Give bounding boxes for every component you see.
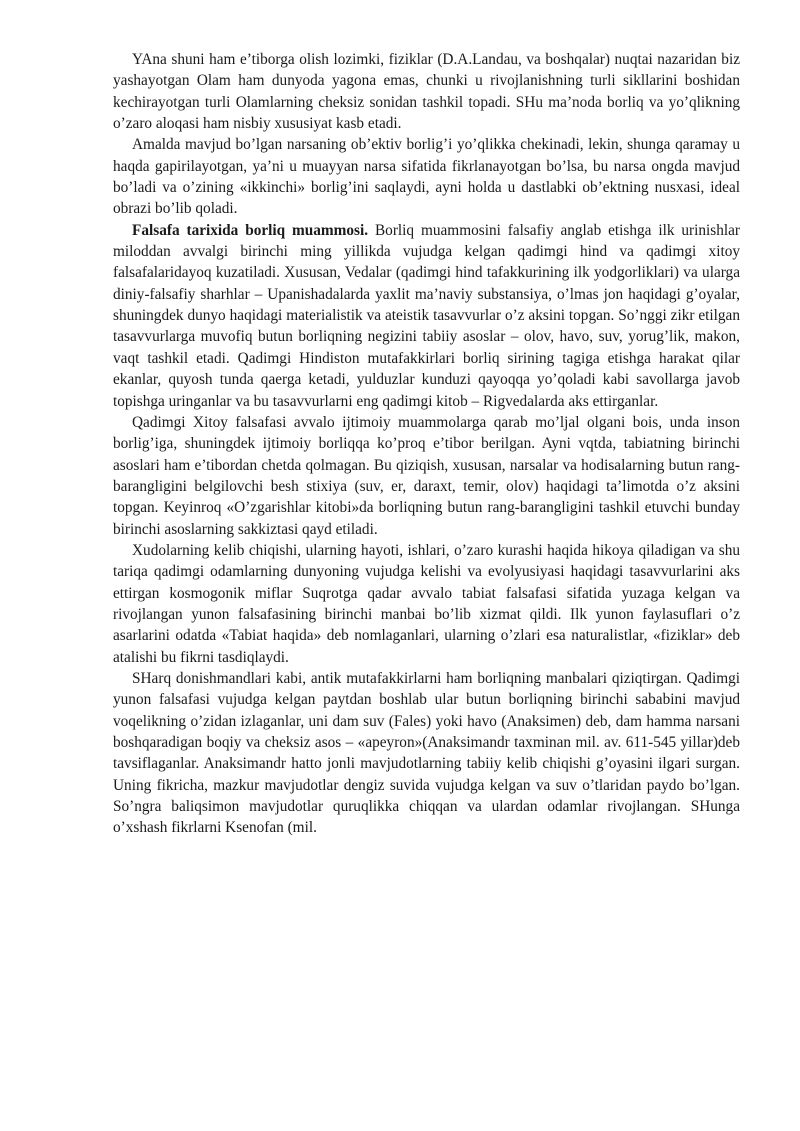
paragraph-5 <box>113 540 740 668</box>
paragraph-1 <box>113 49 740 134</box>
section-heading: Falsafa tarixida borliq muammosi. <box>132 221 369 239</box>
paragraph-2-text: Amalda mavjud bo’lgan narsaning ob’ektiv borlig’i yo’qlikka chekinadi, lekin, shunga qaramay u haqda gapirilayotgan, ya’ni u muayyan narsa sifatida fikrlanayotgan bo’lsa, bu narsa ongda mavjud bo’ladi va o’zining «ikkinchi» borlig’ini saqlaydi, ayni holda u dastlabki ob’ektning nusxasi, ideal obrazi bo’lib qoladi. <box>113 136 740 218</box>
paragraph-5-text: Xudolarning kelib chiqishi, ularning hayoti, ishlari, o’zaro kurashi haqida hikoya qiladigan va shu tariqa qadimgi odamlarning dunyoning vujudga kelishi va evolyusiyasi haqidagi tasavvurlarini aks ettirgan kosmogonik miflar Suqrotga qadar avvalo tabiat falsafasi sifatida yuzaga kelgan va rivojlangan yunon falsafasining birinchi manbai bo’lib xizmat qildi. Ilk yunon faylasuflari o’z asarlarini odatda «Tabiat haqida» deb nomlaganlari, ularning o’zlari esa naturalistlar, «fiziklar» deb atalishi bu fikrni tasdiqlaydi. <box>113 541 740 666</box>
paragraph-3 <box>113 220 740 412</box>
paragraph-3-text: Borliq muammosini falsafiy anglab etishga ilk urinishlar miloddan avvalgi birinchi ming yillikda vujudga kelgan qadimgi hind va qadimgi xitoy falsafalaridayoq kuzatiladi. Xususan, Vedalar (qadimgi hind tafakkurining ilk yodgorliklari) va ularga diniy-falsafiy sharhlar – Upanishadalarda yaxlit ma’naviy substansiya, o’lmas jon haqidagi g’oyalar, shuningdek dunyo haqidagi materialistik va ateistik tasavvurlar o’z aksini topgan. So’nggi zikr etilgan tasavvurlarga muvofiq butun borliqning negizini tabiiy asoslar – olov, havo, suv, yorug’lik, makon, vaqt tashkil etadi. Qadimgi Hindiston mutafakkirlari borliq sirining tagiga etishga harakat qilar ekanlar, quyosh tunda qaerga ketadi, yulduzlar kunduzi qayoqqa yo’qoladi kabi savollarga javob topishga uringanlar va bu tasavvurlarni eng qadimgi kitob – Rigvedalarda aks ettirganlar. <box>113 221 741 410</box>
paragraph-2 <box>113 134 740 219</box>
document-page <box>113 49 740 839</box>
paragraph-4-text: Qadimgi Xitoy falsafasi avvalo ijtimoiy muammolarga qarab mo’ljal olgani bois, unda inson borlig’iga, shuningdek ijtimoiy borliqqa ko’proq e’tibor berilgan. Ayni vqtda, tabiatning birinchi asoslari ham e’tibordan chetda qolmagan. Bu qiziqish, xususan, narsalar va hodisalarning butun rang-barangligini belgilovchi besh stixiya (suv, er, daraxt, temir, olov) haqidagi ta’limotda o’z aksini topgan. Keyinroq «O’zgarishlar kitobi»da borliqning butun rang-barangligini tashkil etuvchi bunday birinchi asoslarning sakkiztasi qayd etiladi. <box>113 413 740 538</box>
paragraph-4 <box>113 412 740 540</box>
paragraph-6 <box>113 668 740 839</box>
paragraph-1-text: YAna shuni ham e’tiborga olish lozimki, fiziklar (D.A.Landau, va boshqalar) nuqtai nazaridan biz yashayotgan Olam ham dunyoda yagona emas, chunki u rivojlanishning turli sikllarini boshidan kechirayotgan turli Olamlarning cheksiz sonidan tashkil topadi. SHu ma’noda borliq va yo’qlikning o’zaro aloqasi ham nisbiy xususiyat kasb etadi. <box>113 51 740 133</box>
paragraph-6-text: SHarq donishmandlari kabi, antik mutafakkirlarni ham borliqning manbalari qiziqtirgan. Qadimgi yunon falsafasi vujudga kelgan paytdan boshlab ular butun borliqning birinchi sababini mavjud voqelikning o’zidan izlaganlar, uni dam suv (Fales) yoki havo (Anaksimen) deb, dam hamma narsani boshqaradigan boqiy va cheksiz asos – «apeyron»(Anaksimandr taxminan mil. av. 611-545 yillar)deb tavsiflaganlar. Anaksimandr hatto jonli mavjudotlarning tabiiy kelib chiqishi g’oyasini ilgari surgan. Uning fikricha, mazkur mavjudotlar dengiz suvida vujudga kelgan va suv o’tlaridan paydo bo’lgan. So’ngra baliqsimon mavjudotlar quruqlikka chiqqan va ulardan odamlar rivojlangan. SHunga o’xshash fikrlarni Ksenofan (mil. <box>113 669 740 837</box>
